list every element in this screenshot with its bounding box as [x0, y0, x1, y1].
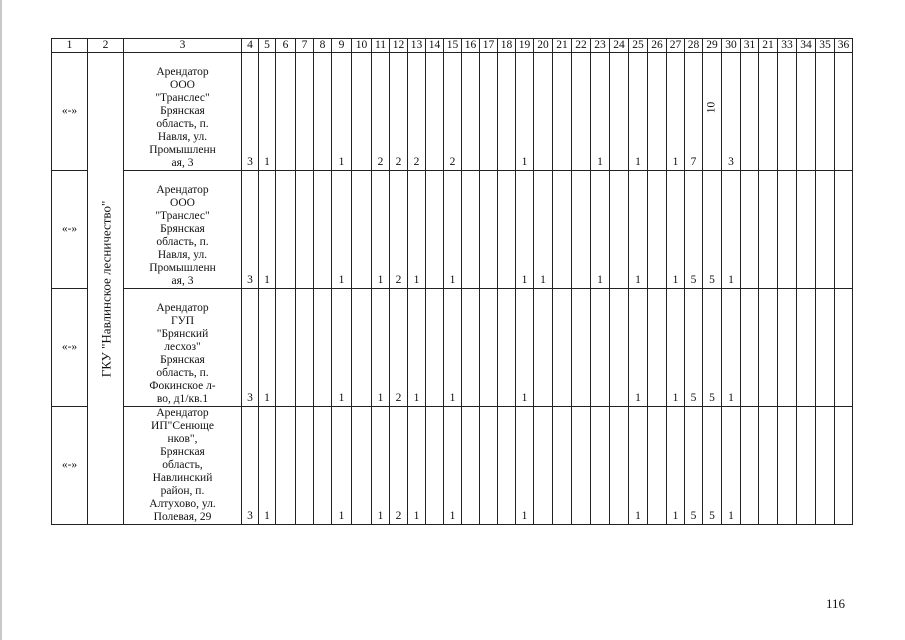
value-cell	[498, 171, 516, 289]
value-cell: 1	[667, 407, 685, 525]
column-header: 3	[124, 39, 242, 53]
value-cell	[426, 171, 444, 289]
header-row	[52, 39, 853, 53]
value-cell	[778, 289, 797, 407]
page-number: 116	[826, 596, 846, 611]
column-header: 16	[462, 39, 480, 53]
value-cell: 1	[516, 53, 534, 171]
value-cell: 1	[667, 289, 685, 407]
value-cell	[816, 171, 835, 289]
column-header: 36	[835, 39, 853, 53]
value-cell	[835, 171, 853, 289]
value-cell	[797, 171, 816, 289]
column-header: 21	[553, 39, 572, 53]
value-cell: 1	[722, 289, 741, 407]
value-cell	[797, 289, 816, 407]
value-cell	[816, 53, 835, 171]
value-cell	[741, 407, 759, 525]
column-header: 13	[408, 39, 426, 53]
column-header: 1	[52, 39, 88, 53]
tenant-description: Арендатор ГУП "Брянский лесхоз" Брянская область, п. Фокинское л- во, д1/кв.1	[124, 289, 242, 407]
organization-cell	[88, 53, 124, 525]
value-cell	[591, 289, 610, 407]
value-cell: 1	[629, 407, 648, 525]
value-cell	[759, 53, 778, 171]
value-cell	[572, 407, 591, 525]
column-header: 30	[722, 39, 741, 53]
column-header: 14	[426, 39, 444, 53]
value-cell	[610, 171, 629, 289]
value-cell	[462, 289, 480, 407]
column-header: 11	[372, 39, 390, 53]
value-cell: 3	[722, 53, 741, 171]
value-cell: 1	[667, 171, 685, 289]
column-header: 31	[741, 39, 759, 53]
value-cell	[276, 171, 296, 289]
value-cell	[426, 407, 444, 525]
value-cell: 1	[516, 171, 534, 289]
value-cell	[610, 407, 629, 525]
value-cell: 7	[685, 53, 703, 171]
column-header: 18	[498, 39, 516, 53]
value-cell	[352, 407, 372, 525]
value-cell	[759, 407, 778, 525]
value-cell	[553, 171, 572, 289]
column-header: 24	[610, 39, 629, 53]
value-cell	[703, 53, 722, 171]
value-cell: 1	[332, 289, 352, 407]
value-cell: 1	[408, 407, 426, 525]
value-cell	[480, 171, 498, 289]
value-cell: 1	[591, 53, 610, 171]
column-header: 20	[534, 39, 553, 53]
value-cell: 1	[591, 171, 610, 289]
value-cell	[553, 407, 572, 525]
column-header: 33	[778, 39, 797, 53]
value-cell: 2	[390, 53, 408, 171]
column-header: 25	[629, 39, 648, 53]
column-header: 4	[242, 39, 259, 53]
value-cell: 3	[242, 171, 259, 289]
value-cell	[648, 407, 667, 525]
value-cell	[462, 407, 480, 525]
value-cell	[462, 53, 480, 171]
value-cell	[835, 289, 853, 407]
value-cell	[797, 53, 816, 171]
value-cell: 1	[516, 289, 534, 407]
value-cell	[778, 53, 797, 171]
value-cell	[741, 289, 759, 407]
value-cell	[648, 171, 667, 289]
value-cell	[296, 289, 314, 407]
value-cell: 2	[390, 407, 408, 525]
value-cell	[648, 53, 667, 171]
value-cell: 5	[685, 289, 703, 407]
value-cell	[778, 407, 797, 525]
value-cell: 1	[259, 407, 276, 525]
row-marker: «-»	[52, 171, 88, 289]
value-cell: 1	[372, 171, 390, 289]
value-cell: 1	[408, 171, 426, 289]
value-cell: 1	[372, 407, 390, 525]
table-row	[52, 53, 853, 171]
value-cell	[480, 53, 498, 171]
value-cell: 1	[408, 289, 426, 407]
value-cell	[314, 289, 332, 407]
column-header: 26	[648, 39, 667, 53]
value-cell	[426, 53, 444, 171]
row-marker: «-»	[52, 407, 88, 525]
value-cell: 1	[332, 171, 352, 289]
value-cell: 1	[629, 171, 648, 289]
value-cell	[553, 53, 572, 171]
value-cell: 1	[722, 407, 741, 525]
value-cell: 1	[332, 407, 352, 525]
column-header: 19	[516, 39, 534, 53]
column-header: 27	[667, 39, 685, 53]
column-header: 5	[259, 39, 276, 53]
value-cell	[572, 289, 591, 407]
value-cell	[352, 53, 372, 171]
value-cell	[498, 289, 516, 407]
value-cell: 2	[372, 53, 390, 171]
column-header: 22	[572, 39, 591, 53]
column-header: 10	[352, 39, 372, 53]
value-cell: 1	[444, 407, 462, 525]
value-cell: 3	[242, 407, 259, 525]
column-header: 15	[444, 39, 462, 53]
value-cell: 1	[332, 53, 352, 171]
value-cell	[835, 407, 853, 525]
value-cell: 1	[444, 289, 462, 407]
value-cell	[553, 289, 572, 407]
value-cell	[572, 53, 591, 171]
value-cell: 2	[390, 289, 408, 407]
value-cell: 1	[444, 171, 462, 289]
row-marker: «-»	[52, 289, 88, 407]
value-cell: 2	[444, 53, 462, 171]
value-cell: 1	[372, 289, 390, 407]
value-cell	[498, 53, 516, 171]
value-cell	[759, 289, 778, 407]
tenant-description: Арендатор ООО "Транслес" Брянская область, п. Навля, ул. Промышленн ая, 3	[124, 171, 242, 289]
value-cell: 1	[722, 171, 741, 289]
value-cell: 5	[703, 289, 722, 407]
table-row	[52, 289, 853, 407]
tenant-description: Арендатор ООО "Транслес" Брянская область, п. Навля, ул. Промышленн ая, 3	[124, 53, 242, 171]
value-cell: 1	[534, 171, 553, 289]
value-cell: 1	[516, 407, 534, 525]
page-edge	[0, 0, 2, 640]
organization-label: ГКУ "Навлинское лесничество"	[98, 200, 113, 377]
value-cell: 5	[685, 407, 703, 525]
value-cell	[314, 171, 332, 289]
value-cell	[534, 53, 553, 171]
value-cell: 1	[629, 53, 648, 171]
rotated-value: 10	[705, 101, 718, 114]
value-cell	[276, 407, 296, 525]
column-header: 9	[332, 39, 352, 53]
value-cell	[534, 289, 553, 407]
value-cell	[276, 53, 296, 171]
value-cell	[352, 289, 372, 407]
value-cell	[610, 53, 629, 171]
value-cell: 5	[685, 171, 703, 289]
value-cell	[835, 53, 853, 171]
value-cell	[498, 407, 516, 525]
value-cell	[352, 171, 372, 289]
column-header: 21	[759, 39, 778, 53]
value-cell: 3	[242, 53, 259, 171]
value-cell: 3	[242, 289, 259, 407]
value-cell	[591, 407, 610, 525]
value-cell	[314, 53, 332, 171]
value-cell	[741, 171, 759, 289]
column-header: 12	[390, 39, 408, 53]
value-cell	[534, 407, 553, 525]
data-table	[51, 38, 853, 525]
column-header: 23	[591, 39, 610, 53]
column-header: 8	[314, 39, 332, 53]
value-cell	[816, 289, 835, 407]
value-cell	[759, 171, 778, 289]
column-header: 28	[685, 39, 703, 53]
value-cell: 1	[259, 171, 276, 289]
value-cell: 1	[259, 289, 276, 407]
value-cell	[648, 289, 667, 407]
value-cell: 1	[667, 53, 685, 171]
column-header: 29	[703, 39, 722, 53]
table-row	[52, 171, 853, 289]
value-cell	[480, 407, 498, 525]
value-cell	[816, 407, 835, 525]
value-cell	[572, 171, 591, 289]
value-cell	[426, 289, 444, 407]
value-cell	[610, 289, 629, 407]
value-cell	[741, 53, 759, 171]
column-header: 7	[296, 39, 314, 53]
value-cell	[296, 407, 314, 525]
column-header: 2	[88, 39, 124, 53]
value-cell: 5	[703, 407, 722, 525]
table-row	[52, 407, 853, 525]
value-cell: 1	[629, 289, 648, 407]
column-header: 34	[797, 39, 816, 53]
value-cell: 2	[390, 171, 408, 289]
value-cell: 1	[259, 53, 276, 171]
value-cell	[276, 289, 296, 407]
value-cell	[296, 53, 314, 171]
value-cell: 5	[703, 171, 722, 289]
value-cell	[462, 171, 480, 289]
column-header: 35	[816, 39, 835, 53]
value-cell	[296, 171, 314, 289]
value-cell	[480, 289, 498, 407]
column-header: 17	[480, 39, 498, 53]
value-cell: 2	[408, 53, 426, 171]
column-header: 6	[276, 39, 296, 53]
tenant-description: Арендатор ИП"Сенюще нков", Брянская область, Навлинский район, п. Алтухово, ул. Полевая, 29	[124, 407, 242, 525]
value-cell	[778, 171, 797, 289]
value-cell	[797, 407, 816, 525]
row-marker: «-»	[52, 53, 88, 171]
value-cell	[314, 407, 332, 525]
